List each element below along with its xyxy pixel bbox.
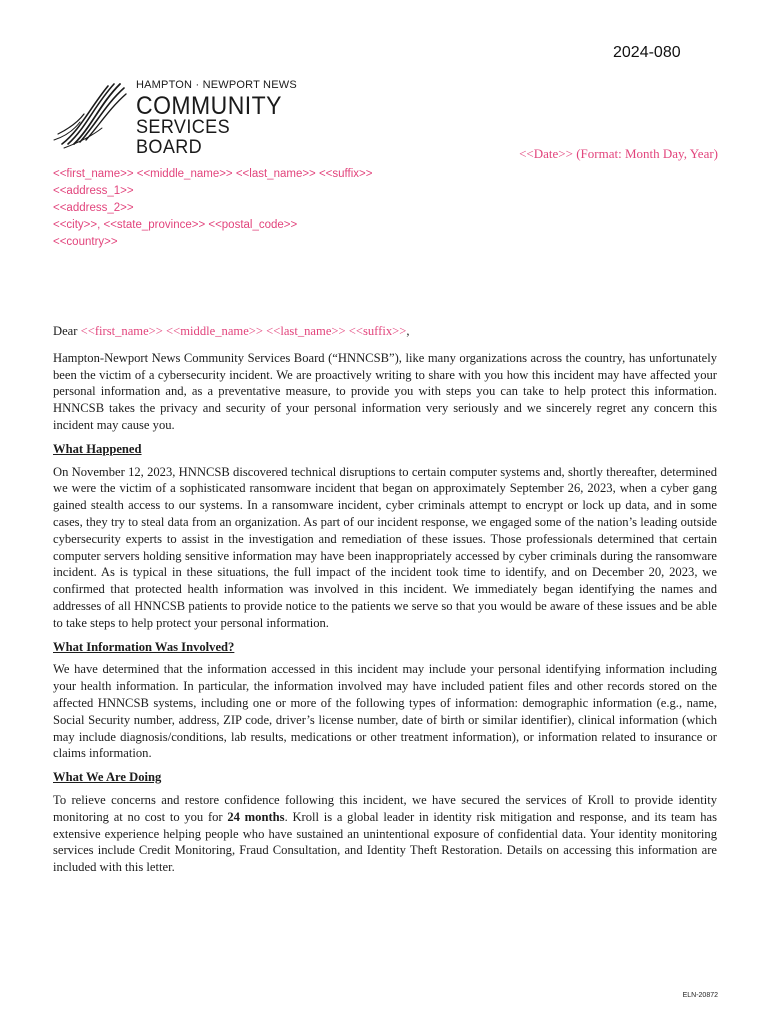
- salutation-suffix: ,: [406, 324, 410, 338]
- what-information-paragraph: We have determined that the information accessed in this incident may include your personal identifying information including your health information. In particular, the information involved may have included patient files and other records stored on the affected HNNCSB systems, including one or more of the following types of information: demographic information (e.g., name, Social Security number, address, ZIP code, driver’s license number, date of birth or similar identifier), clinical information (which may include diagnosis/conditions, lab results, medications or other treatment information), or information related to insurance or claims information.: [53, 662, 717, 761]
- salutation-name-placeholder: <<first_name>> <<middle_name>> <<last_name>> <<suffix>>: [80, 324, 407, 338]
- logo-wordmark: [136, 78, 300, 158]
- footer-code: ELN-20872: [682, 992, 718, 999]
- monitoring-duration: 24 months: [227, 809, 285, 824]
- what-we-are-doing-text-2: . Kroll is a global leader in identity risk mitigation and response, and its team has extensive experience helping people who have sustained an unintentional exposure of confidential data. Your identity monitoring services include Credit Monitoring, Fraud Consultation, and Identity Theft Restoration. Details on accessing this information are included with this letter.: [53, 809, 717, 875]
- what-information-heading: What Information Was Involved?: [53, 639, 235, 654]
- swoosh-logo-mark: [50, 78, 140, 150]
- address-line: <<country>>: [53, 236, 118, 248]
- intro-paragraph: Hampton-Newport News Community Services Board (“HNNCSB”), like many organizations across the country, has unfortunately been the victim of a cybersecurity incident. We are proactively writing to share with you how this incident may have affected your personal information and, as a preventative measure, to provide you with steps you can take to help protect this information. HNNCSB takes the privacy and security of your personal information very seriously and we sincerely regret any concern this incident may cause you.: [53, 350, 717, 432]
- salutation-prefix: Dear: [53, 324, 81, 338]
- logo-line-services-board: SERVICES BOARD: [136, 117, 231, 158]
- what-happened-heading: What Happened: [53, 441, 142, 456]
- salutation: [53, 323, 717, 340]
- hnncsb-logo: [50, 78, 300, 158]
- logo-line-community: COMMUNITY: [136, 92, 282, 120]
- letter-body: [53, 323, 717, 883]
- what-happened-paragraph: On November 12, 2023, HNNCSB discovered technical disruptions to certain computer systems and, shortly thereafter, determined we were the victim of a sophisticated ransomware incident that began on approximately September 26, 2023, when a cyber gang gained stealth access to our systems. In a ransomware incident, cyber criminals attempt to encrypt or lock up data, and in some cases, they try to steal data from an organization. As part of our incident response, we engaged some of the nation’s leading outside cybersecurity experts to assist in the investigation and remediation of these issues. Those professionals determined that certain computer servers holding sensitive information may have been inappropriately accessed by cyber criminals during the ransomware incident. As is typical in these situations, the full impact of the incident took time to identify, and on December 20, 2023, we confirmed that protected health information was involved in this incident. We immediately began identifying the names and addresses of all HNNCSB patients to provide notice to the patients we serve so that you would be aware of these issues and be able to take steps to help protect your personal information.: [53, 464, 717, 630]
- address-line: <<city>>, <<state_province>> <<postal_code>>: [53, 219, 298, 231]
- what-we-are-doing-heading: What We Are Doing: [53, 770, 162, 785]
- what-we-are-doing-text-1: To relieve concerns and restore confidence following this incident, we have secured the services of Kroll to provide identity monitoring at no cost to you for: [53, 792, 717, 824]
- date-placeholder: <<Date>> (Format: Month Day, Year): [519, 146, 718, 161]
- what-we-are-doing-paragraph: [53, 792, 717, 876]
- document-id: 2024-080: [613, 44, 681, 61]
- address-block: [53, 166, 372, 251]
- address-line: <<address_2>>: [53, 202, 134, 214]
- logo-line-hampton: HAMPTON · NEWPORT NEWS: [136, 79, 297, 91]
- address-line: <<first_name>> <<middle_name>> <<last_name>> <<suffix>>: [53, 168, 373, 180]
- address-line: <<address_1>>: [53, 185, 134, 197]
